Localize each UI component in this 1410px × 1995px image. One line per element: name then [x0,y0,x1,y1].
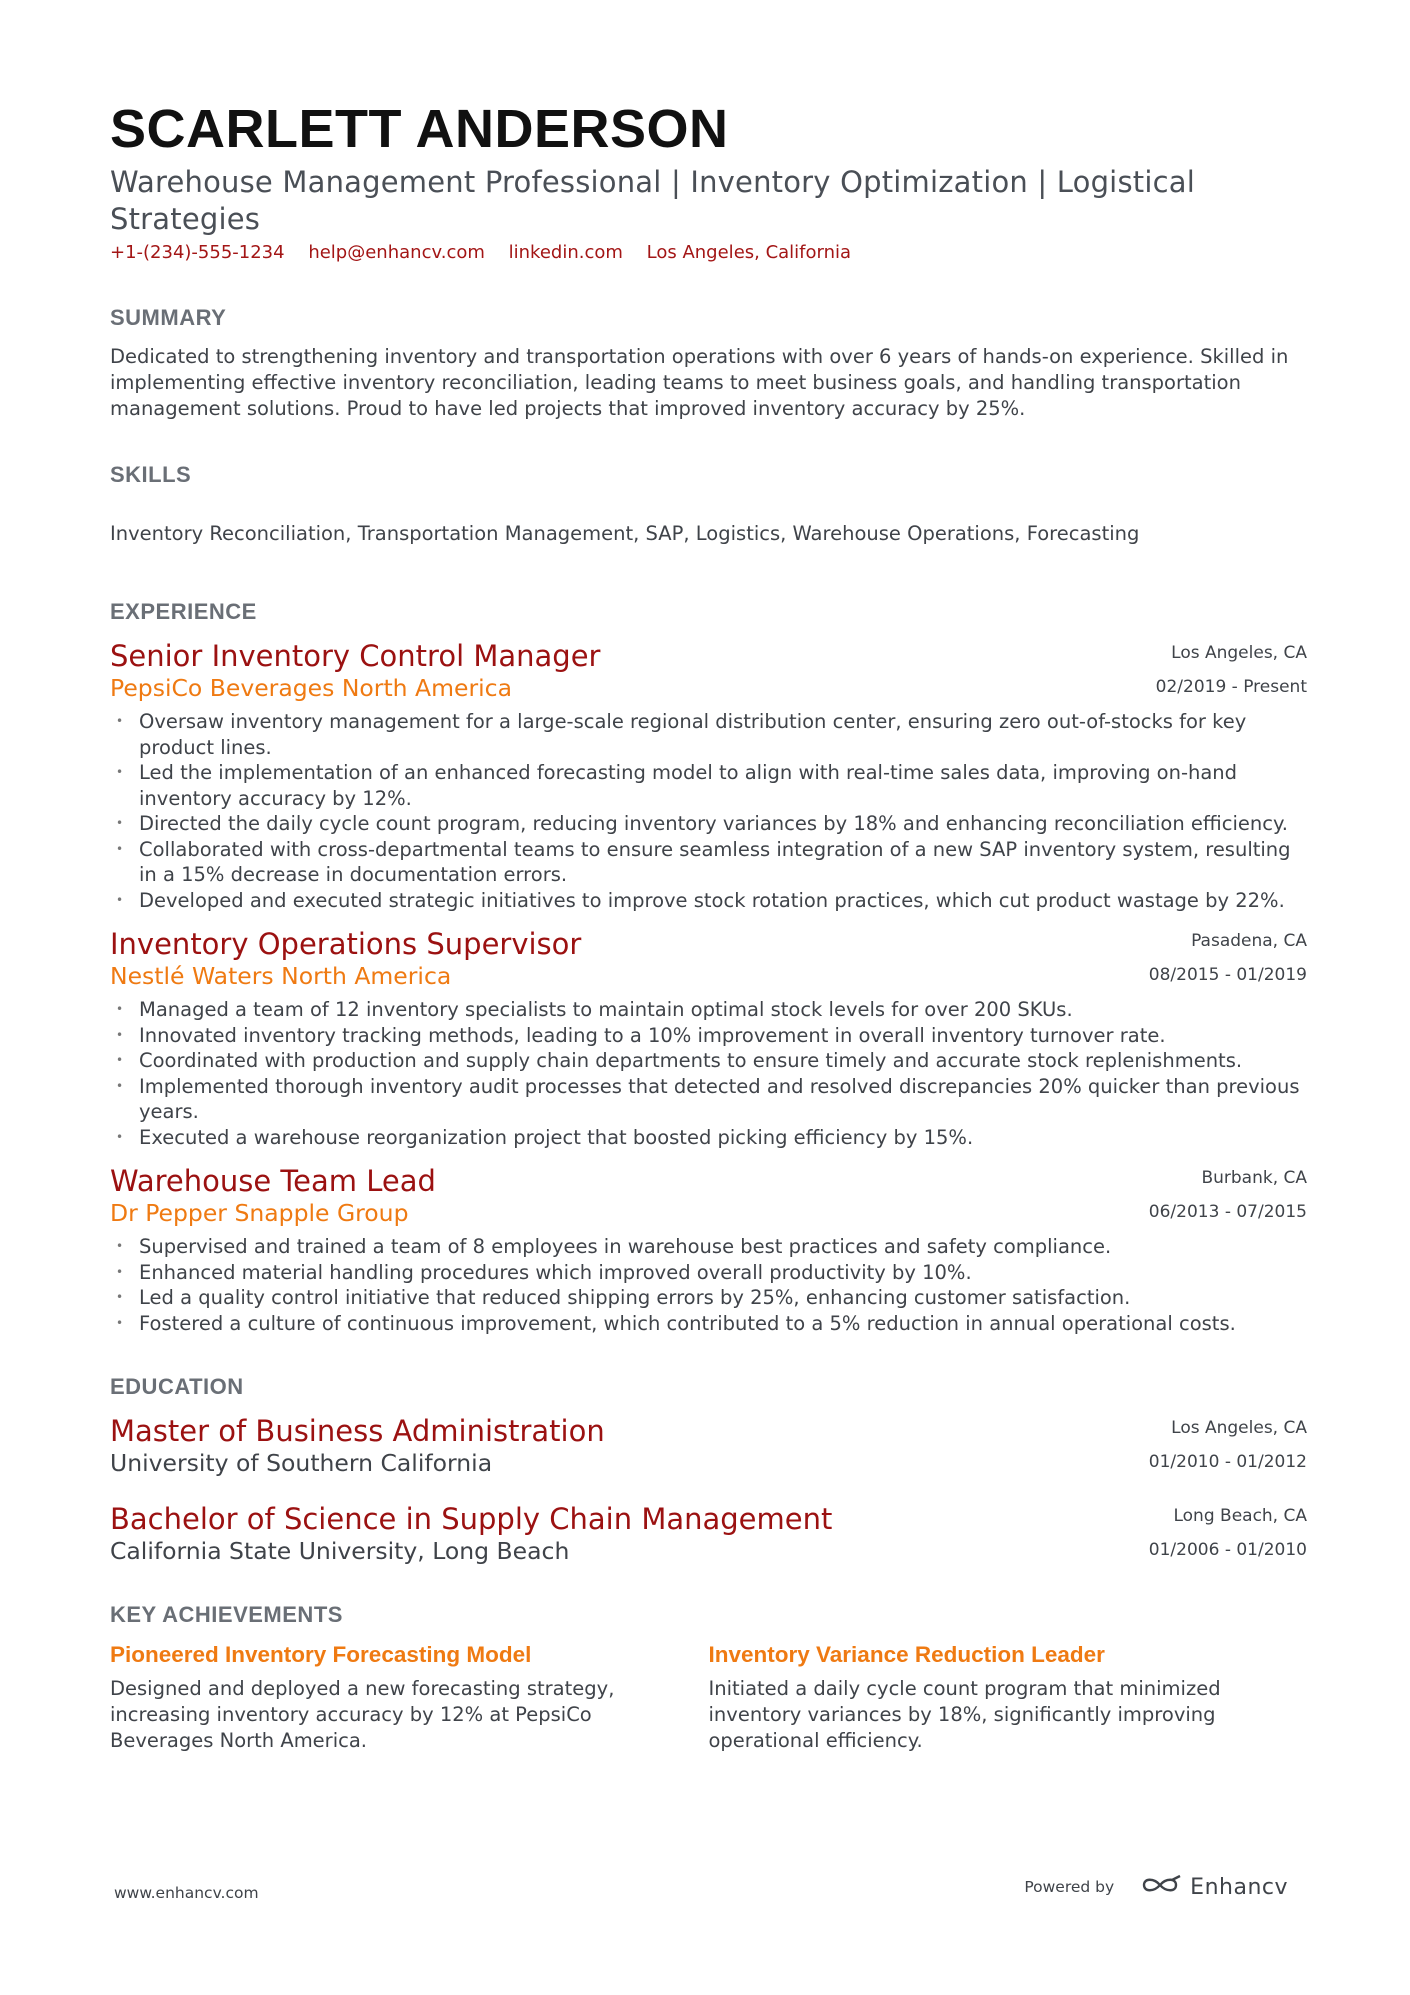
experience-entry [110,639,1307,913]
bullet-item: • Oversaw inventory management for a large-scale regional distribution center, ensuring zero out-of-stocks for key product lines. [110,709,1307,760]
job-location: Burbank, CA [1201,1168,1307,1188]
phone[interactable]: +1-(234)-555-1234 [110,242,285,263]
job-bullets [110,997,1307,1150]
footer-website[interactable]: www.enhancv.com [114,1884,259,1902]
achievements-heading: KEY ACHIEVEMENTS [110,1602,343,1627]
degree: Bachelor of Science in Supply Chain Management [110,1502,833,1536]
bullet-item: • Innovated inventory tracking methods, leading to a 10% improvement in overall inventory turnover rate. [110,1023,1307,1049]
contact-info [110,242,1307,263]
school: University of Southern California [110,1449,493,1477]
company-name: PepsiCo Beverages North America [110,674,512,702]
achievement-text: Designed and deployed a new forecasting strategy, increasing inventory accuracy by 12% at PepsiCo Beverages North America. [110,1677,615,1752]
bullet-item: • Supervised and trained a team of 8 employees in warehouse best practices and safety compliance. [110,1234,1307,1260]
school-location: Los Angeles, CA [1171,1418,1307,1438]
education-entry [110,1414,1307,1478]
education-dates: 01/2010 - 01/2012 [1148,1452,1307,1472]
skills-heading: SKILLS [110,462,192,487]
bullet-item: • Implemented thorough inventory audit processes that detected and resolved discrepancies 20% quicker than previous years. [110,1074,1307,1125]
job-bullets [110,709,1307,913]
job-title: Warehouse Team Lead [110,1164,436,1198]
footer-branding [1024,1874,1288,1900]
skills-list: Inventory Reconciliation, Transportation Management, SAP, Logistics, Warehouse Operations, Forecasting [110,522,1140,545]
school: California State University, Long Beach [110,1537,570,1565]
bullet-item: • Executed a warehouse reorganization project that boosted picking efficiency by 15%. [110,1125,1307,1151]
achievements-grid [110,1642,1307,1754]
resume-page [110,96,1307,1754]
email[interactable]: help@enhancv.com [308,242,485,263]
education-heading: EDUCATION [110,1374,244,1399]
job-bullets [110,1234,1307,1336]
brand-name: Enhancv [1190,1874,1288,1900]
achievement-title: Pioneered Inventory Forecasting Model [110,1642,532,1667]
education-entry [110,1502,1307,1566]
school-location: Long Beach, CA [1173,1506,1307,1526]
job-location: Pasadena, CA [1191,931,1307,951]
job-title: Inventory Operations Supervisor [110,927,582,961]
achievement-text: Initiated a daily cycle count program that minimized inventory variances by 18%, significantly improving operational efficiency. [708,1677,1221,1752]
job-dates: 02/2019 - Present [1155,677,1307,697]
location: Los Angeles, California [646,242,852,263]
summary-heading: SUMMARY [110,305,227,330]
achievement-title: Inventory Variance Reduction Leader [708,1642,1105,1667]
achievement-item [709,1642,1308,1754]
bullet-item: • Directed the daily cycle count program, reducing inventory variances by 18% and enhancing reconciliation efficiency. [110,811,1307,837]
bullet-item: • Enhanced material handling procedures which improved overall productivity by 10%. [110,1260,1307,1286]
achievement-item [110,1642,709,1754]
experience-entry [110,927,1307,1150]
degree: Master of Business Administration [110,1414,605,1448]
job-title: Senior Inventory Control Manager [110,639,601,673]
job-dates: 08/2015 - 01/2019 [1148,965,1307,985]
candidate-name: SCARLETT ANDERSON [110,99,729,159]
headline: Warehouse Management Professional | Inventory Optimization | Logistical Strategies [110,165,1195,236]
linkedin-link[interactable]: linkedin.com [508,242,623,263]
powered-by-label: Powered by [1024,1878,1115,1896]
summary-text: Dedicated to strengthening inventory and transportation operations with over 6 years of hands-on experience. Skilled in implementing effective inventory reconciliation, leading teams to meet business goals, and handling transportation management solutions. Proud to have led projects that improved inventory accuracy by 25%. [110,345,1289,420]
company-name: Dr Pepper Snapple Group [110,1199,409,1227]
job-location: Los Angeles, CA [1171,643,1307,663]
experience-heading: EXPERIENCE [110,599,257,624]
bullet-item: • Managed a team of 12 inventory specialists to maintain optimal stock levels for over 200 SKUs. [110,997,1307,1023]
bullet-item: • Developed and executed strategic initiatives to improve stock rotation practices, which cut product wastage by 22%. [110,888,1307,914]
experience-entry [110,1164,1307,1336]
bullet-item: • Led the implementation of an enhanced forecasting model to align with real-time sales data, improving on-hand inventory accuracy by 12%. [110,760,1307,811]
bullet-item: • Coordinated with production and supply chain departments to ensure timely and accurate stock replenishments. [110,1048,1307,1074]
company-name: Nestlé Waters North America [110,962,452,990]
bullet-item: • Fostered a culture of continuous improvement, which contributed to a 5% reduction in annual operational costs. [110,1311,1307,1337]
education-dates: 01/2006 - 01/2010 [1148,1540,1307,1560]
bullet-item: • Led a quality control initiative that reduced shipping errors by 25%, enhancing customer satisfaction. [110,1285,1307,1311]
bullet-item: • Collaborated with cross-departmental teams to ensure seamless integration of a new SAP inventory system, resulting in a 15% decrease in documentation errors. [110,837,1307,888]
job-dates: 06/2013 - 07/2015 [1148,1202,1307,1222]
enhancv-logo-icon [1142,1874,1182,1900]
